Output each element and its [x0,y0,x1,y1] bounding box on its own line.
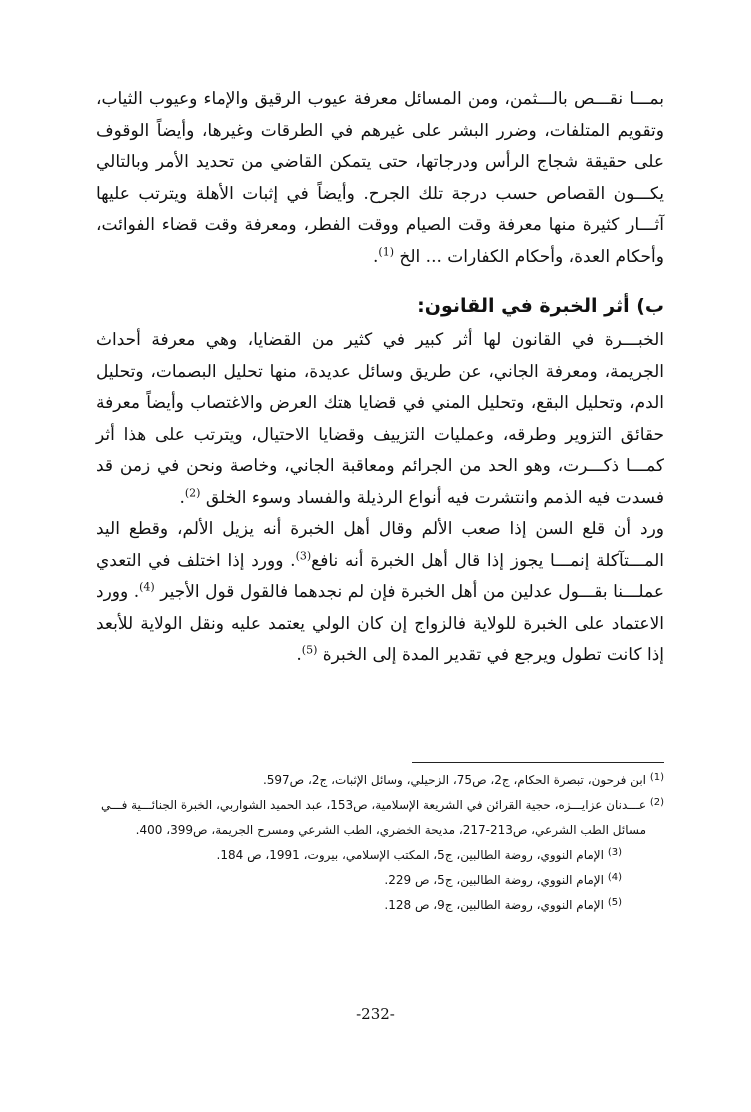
footnote-2 [96,793,664,843]
footnote-num-5: (5) [607,897,622,908]
footnote-ref-5[interactable]: (5) [301,643,318,657]
paragraph-3-text-c: . وورد الاعتماد على الخبرة للولاية فالزواج إن كان الولي يعتمد عليه ونقل الولاية للأبعد إذا كانت تطول ويرجع في تقدير المدة إلى الخبرة [96,582,664,665]
paragraph-1-text: بمـــا نقـــص بالـــثمن، ومن المسائل معرفة عيوب الرقيق والإماء وعيوب الثياب، وتقويم المتلفات، وضرر البشر على غيرهم في الطرقات وغيرها، وأيضاً الوقوف على حقيقة شجاج الرأس ودرجاتها، حتى يتمكن القاضي من تحديد الأمر وبالتالي يكـــون القصاص حسب درجة تلك الجرح. وأيضاً في إثبات الأهلة ويترتب عليها آثـــار كثيرة منها معرفة وقت الصيام ووقت الفطر، ومعرفة وقت قضاء الفوائت، وأحكام العدة، وأحكام الكفارات ... الخ [96,89,664,267]
page-body [96,84,664,672]
footnote-4 [96,868,664,893]
footnotes [96,768,664,918]
footnote-1 [96,768,664,793]
footnote-3 [96,843,664,868]
paragraph-1: بمـــا نقـــص بالـــثمن، ومن المسائل معرفة عيوب الرقيق والإماء وعيوب الثياب، وتقويم المتلفات، وضرر البشر على غيرهم في الطرقات وغيرها، وأيضاً الوقوف على حقيقة شجاج الرأس ودرجاتها، حتى يتمكن القاضي من تحديد الأمر وبالتالي يكـــون القصاص حسب درجة تلك الجرح. وأيضاً في إثبات الأهلة ويترتب عليها آثـــار كثيرة منها معرفة وقت الصيام ووقت الفطر، ومعرفة وقت قضاء الفوائت، وأحكام العدة، وأحكام الكفارات ... الخ $^{(1)}$. [96,89,664,267]
footnote-ref-1[interactable]: (1) [378,244,394,258]
footnote-text-5: الإمام النووي، روضة الطالبين، ج9، ص 128. [384,898,604,912]
footnote-ref-2[interactable]: (2) [184,485,201,499]
footnote-num-1: (1) [649,772,664,783]
footnote-ref-3[interactable]: (3) [295,548,312,562]
footnote-text-2: عـــدنان عزايـــزه، حجية القرائن في الشريعة الإسلامية، ص153، عبد الحميد الشواربي، الخبرة الجنائـــية فـــي مسائل الطب الشرعي، ص213-217، مديحة الخضري، الطب الشرعي ومسرح الجريمة، ص399، 400. [101,798,646,837]
paragraph-3: ورد أن قلع السن إذا صعب الألم وقال أهل الخبرة أنه يزيل الألم، وقطع اليد المـــتآكلة إنمـــا يجوز إذا قال أهل الخبرة أنه نافع$^{(3)}$. وورد إذا اختلف في التعدي عملـــنا بقـــول عدلين من أهل الخبرة فإن لم نجدهما فالقول قول الأجير $^{(4)}$. وورد الاعتماد على الخبرة للولاية فالزواج إن كان الولي يعتمد عليه ونقل الولاية للأبعد إذا كانت تطول ويرجع في تقدير المدة إلى الخبرة $^{(5)}$. [96,519,664,665]
paragraph-3-text-a: ورد أن قلع السن إذا صعب الألم وقال أهل الخبرة أنه يزيل الألم، وقطع اليد المـــتآكلة إنمـــا يجوز إذا قال أهل الخبرة أنه نافع [96,519,664,571]
footnote-5 [96,893,664,918]
paragraph-2-text: الخبـــرة في القانون لها أثر كبير في كثير من القضايا، وهي معرفة أحداث الجريمة، ومعرفة الجاني، عن طريق وسائل عديدة، منها تحليل البصمات، وتحليل الدم، وتحليل البقع، وتحليل المني في قضايا هتك العرض والاغتصاب وأيضاً معرفة حقائق التزوير وطرقه، وعمليات التزييف وقضايا الاحتيال، ويترتب على هذا أثر كمـــا ذكـــرت، وهو الحد من الجرائم ومعاقبة الجاني، وخاصة ونحن في زمن قد فسدت فيه الذمم وانتشرت فيه أنواع الرذيلة والفساد وسوء الخلق [96,330,664,508]
footnote-text-4: الإمام النووي، روضة الطالبين، ج5، ص 229. [384,873,604,887]
footnote-num-4: (4) [607,872,622,883]
paragraph-2: الخبـــرة في القانون لها أثر كبير في كثير من القضايا، وهي معرفة أحداث الجريمة، ومعرفة الجاني، عن طريق وسائل عديدة، منها تحليل البصمات، وتحليل الدم، وتحليل البقع، وتحليل المني في قضايا هتك العرض والاغتصاب وأيضاً معرفة حقائق التزوير وطرقه، وعمليات التزييف وقضايا الاحتيال، ويترتب على هذا أثر كمـــا ذكـــرت، وهو الحد من الجرائم ومعاقبة الجاني، وخاصة ونحن في زمن قد فسدت فيه الذمم وانتشرت فيه أنواع الرذيلة والفساد وسوء الخلق $^{(2)}$. [96,330,664,508]
footnote-separator [412,762,664,763]
footnote-text-3: الإمام النووي، روضة الطالبين، ج5، المكتب الإسلامي، بيروت، 1991، ص 184. [216,848,604,862]
footnote-num-3: (3) [607,847,622,858]
paragraph-3-text-b: . وورد إذا اختلف في التعدي عملـــنا بقـــول عدلين من أهل الخبرة فإن لم نجدهما فالقول قول الأجير [96,550,664,602]
section-heading: ب) أثر الخبرة في القانون: [417,295,664,317]
footnote-ref-4[interactable]: (4) [139,580,155,594]
footnote-num-2: (2) [649,797,664,808]
footnote-text-1: ابن فرحون، تبصرة الحكام، ج2، ص75، الزحيلي، وسائل الإثبات، ج2، ص597. [262,773,646,787]
page-number: -232- [356,1005,395,1023]
